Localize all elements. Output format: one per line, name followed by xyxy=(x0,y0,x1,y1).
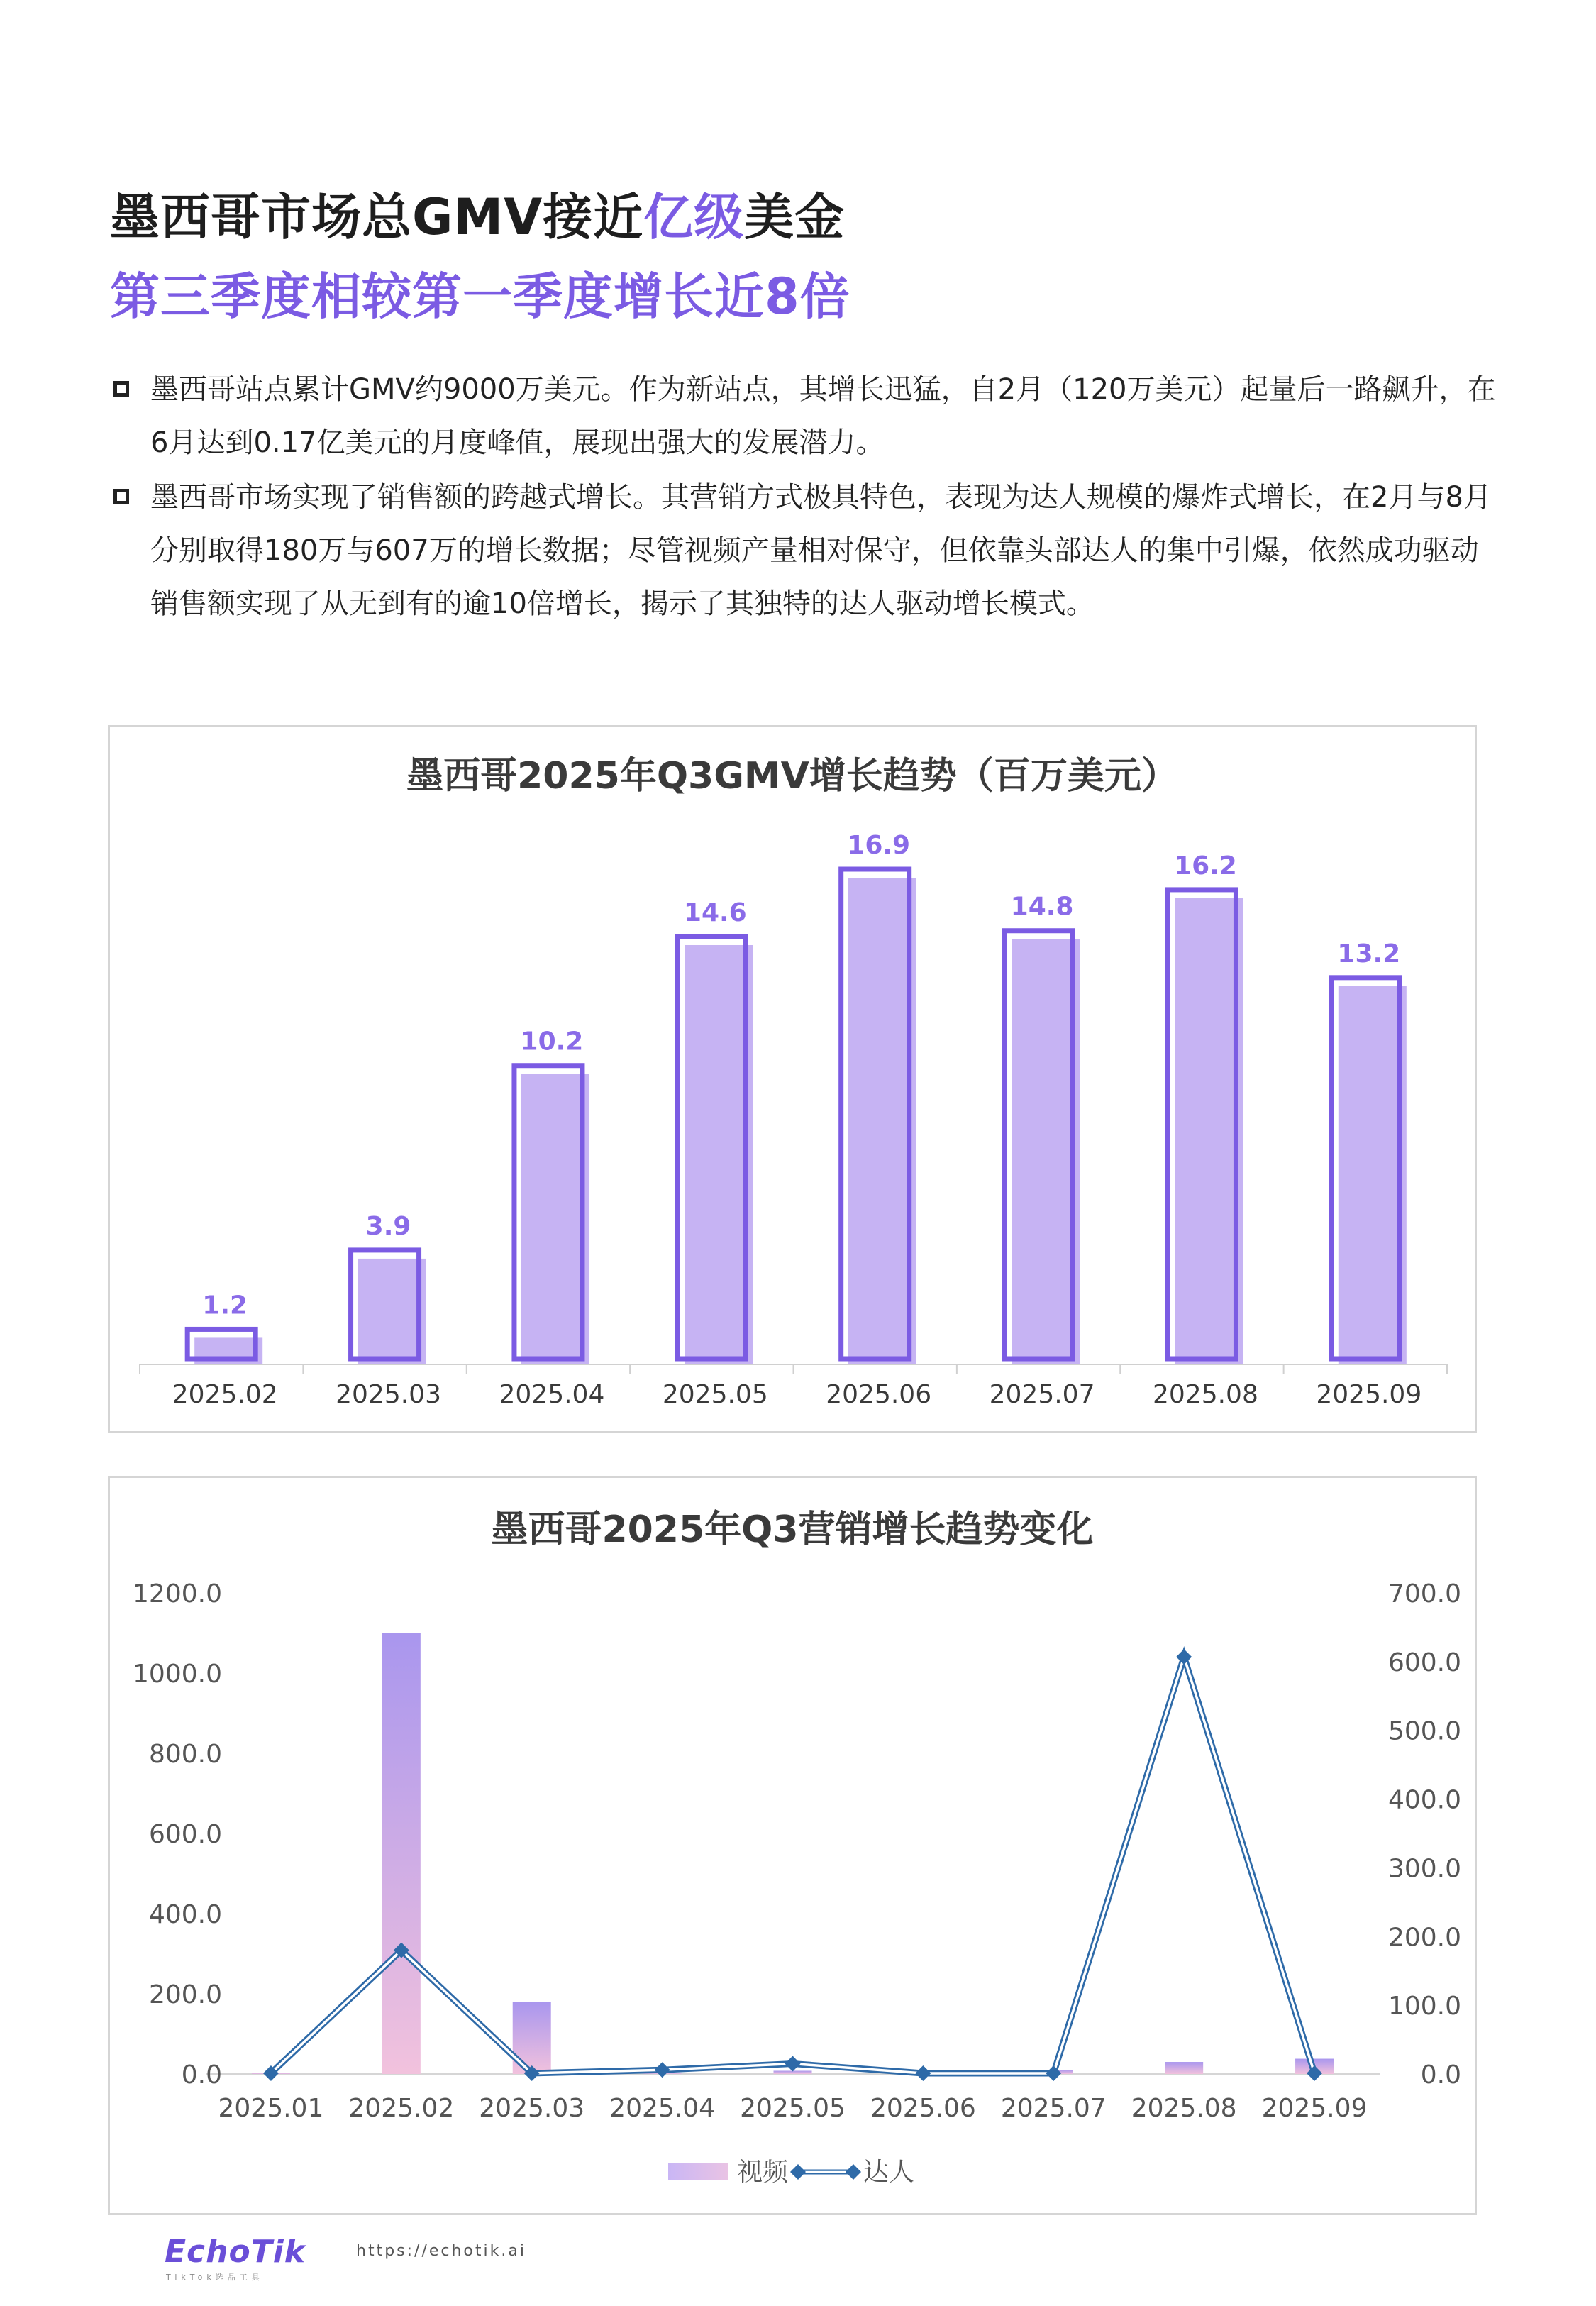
gmv-bar-fill xyxy=(1175,898,1243,1364)
right-axis-tick-label: 600.0 xyxy=(1387,1648,1461,1677)
influencer-marker xyxy=(785,2056,801,2071)
legend-video-swatch xyxy=(668,2163,728,2180)
legend-label: 视频 xyxy=(737,2158,789,2187)
x-tick-label: 2025.02 xyxy=(172,1380,278,1409)
data-label: 16.9 xyxy=(847,831,911,860)
square-bullet-icon xyxy=(113,489,129,504)
right-axis-tick-label: 0.0 xyxy=(1420,2060,1461,2090)
right-axis-tick-label: 200.0 xyxy=(1387,1923,1461,1953)
bullet-item xyxy=(113,471,1497,631)
video-bar xyxy=(1165,2062,1203,2074)
gmv-bar-chart xyxy=(110,727,1475,1431)
logo-tagline: TikTok选品工具 xyxy=(166,2273,264,2282)
square-bullet-icon xyxy=(113,381,129,397)
bullet-list xyxy=(113,363,1497,632)
video-bar xyxy=(382,1633,421,2075)
bullet-text: 墨西哥站点累计GMV约9000万美元。作为新站点，其增长迅猛，自2月（120万美元）起量后一路飙升，在6月达到0.17亿美元的月度峰值，展现出强大的发展潜力。 xyxy=(150,373,1496,459)
right-axis-tick-label: 300.0 xyxy=(1387,1854,1461,1884)
legend-marker xyxy=(790,2164,806,2180)
headline-line-2: 第三季度相较第一季度增长近8倍 xyxy=(110,267,850,326)
right-axis-tick-label: 400.0 xyxy=(1387,1785,1461,1815)
left-axis-tick-label: 0.0 xyxy=(181,2060,222,2090)
influencer-marker xyxy=(915,2065,931,2081)
headline-line-1-a: 墨西哥市场总GMV接近 xyxy=(110,188,644,246)
headline-line-1-b: 美金 xyxy=(744,188,846,246)
data-label: 14.6 xyxy=(683,898,747,927)
x-tick-label: 2025.07 xyxy=(989,1380,1095,1409)
gmv-chart-panel xyxy=(108,725,1477,1433)
x-tick-label: 2025.08 xyxy=(1131,2094,1237,2123)
legend-label: 达人 xyxy=(863,2158,915,2187)
x-tick-label: 2025.01 xyxy=(218,2094,324,2123)
bullet-text: 墨西哥市场实现了销售额的跨越式增长。其营销方式极具特色，表现为达人规模的爆炸式增长，在2月与8月分别取得180万与607万的增长数据；尽管视频产量相对保守，但依靠头部达人的集中引爆，依然成功驱动销售额实现了从无到有的逾10倍增长，揭示了其独特的达人驱动增长模式。 xyxy=(150,481,1492,620)
headline-line-1 xyxy=(110,177,845,249)
marketing-chart-panel xyxy=(108,1476,1477,2215)
data-label: 13.2 xyxy=(1337,939,1401,969)
x-tick-label: 2025.05 xyxy=(740,2094,846,2123)
right-axis-tick-label: 100.0 xyxy=(1387,1992,1461,2021)
left-axis-tick-label: 1200.0 xyxy=(133,1579,222,1609)
right-axis-tick-label: 500.0 xyxy=(1387,1716,1461,1746)
gmv-bar-fill xyxy=(521,1074,589,1364)
x-tick-label: 2025.04 xyxy=(609,2094,716,2123)
x-tick-label: 2025.03 xyxy=(479,2094,585,2123)
right-axis-tick-label: 700.0 xyxy=(1387,1579,1461,1609)
influencer-marker xyxy=(1176,1649,1192,1665)
influencer-marker xyxy=(1046,2065,1061,2081)
influencer-line-inner xyxy=(271,1657,1314,2073)
chart-title: 墨西哥2025年Q3营销增长趋势变化 xyxy=(491,1508,1094,1551)
left-axis-tick-label: 200.0 xyxy=(148,1980,222,2009)
influencer-marker xyxy=(655,2062,670,2078)
left-axis-tick-label: 1000.0 xyxy=(133,1660,222,1689)
x-tick-label: 2025.09 xyxy=(1316,1380,1422,1409)
headline-highlight: 亿级 xyxy=(643,188,745,246)
left-axis-tick-label: 400.0 xyxy=(148,1900,222,1929)
gmv-bar-fill xyxy=(848,878,916,1364)
data-label: 10.2 xyxy=(520,1027,584,1057)
data-label: 16.2 xyxy=(1174,851,1237,881)
data-label: 14.8 xyxy=(1010,892,1074,922)
x-tick-label: 2025.07 xyxy=(1000,2094,1107,2123)
gmv-bar-fill xyxy=(1012,939,1080,1364)
gmv-bar-fill xyxy=(685,945,753,1364)
marketing-combo-chart xyxy=(110,1478,1475,2213)
left-axis-tick-label: 600.0 xyxy=(148,1820,222,1849)
data-label: 3.9 xyxy=(365,1211,411,1241)
x-tick-label: 2025.06 xyxy=(826,1380,932,1409)
data-label: 1.2 xyxy=(202,1291,248,1320)
echotik-logo: EchoTik xyxy=(165,2234,306,2270)
x-tick-label: 2025.04 xyxy=(499,1380,605,1409)
gmv-bar-fill xyxy=(358,1259,426,1364)
x-tick-label: 2025.08 xyxy=(1153,1380,1258,1409)
x-tick-label: 2025.03 xyxy=(336,1380,441,1409)
footer-url-link[interactable]: https://echotik.ai xyxy=(356,2242,526,2260)
x-tick-label: 2025.02 xyxy=(348,2094,455,2123)
x-tick-label: 2025.06 xyxy=(870,2094,976,2123)
legend-marker xyxy=(846,2164,861,2180)
x-tick-label: 2025.05 xyxy=(662,1380,768,1409)
left-axis-tick-label: 800.0 xyxy=(148,1740,222,1769)
influencer-line-outer xyxy=(271,1657,1314,2073)
x-tick-label: 2025.09 xyxy=(1261,2094,1368,2123)
gmv-bar-fill xyxy=(1339,986,1407,1364)
chart-title: 墨西哥2025年Q3GMV增长趋势（百万美元） xyxy=(406,755,1178,798)
bullet-item xyxy=(113,363,1497,470)
